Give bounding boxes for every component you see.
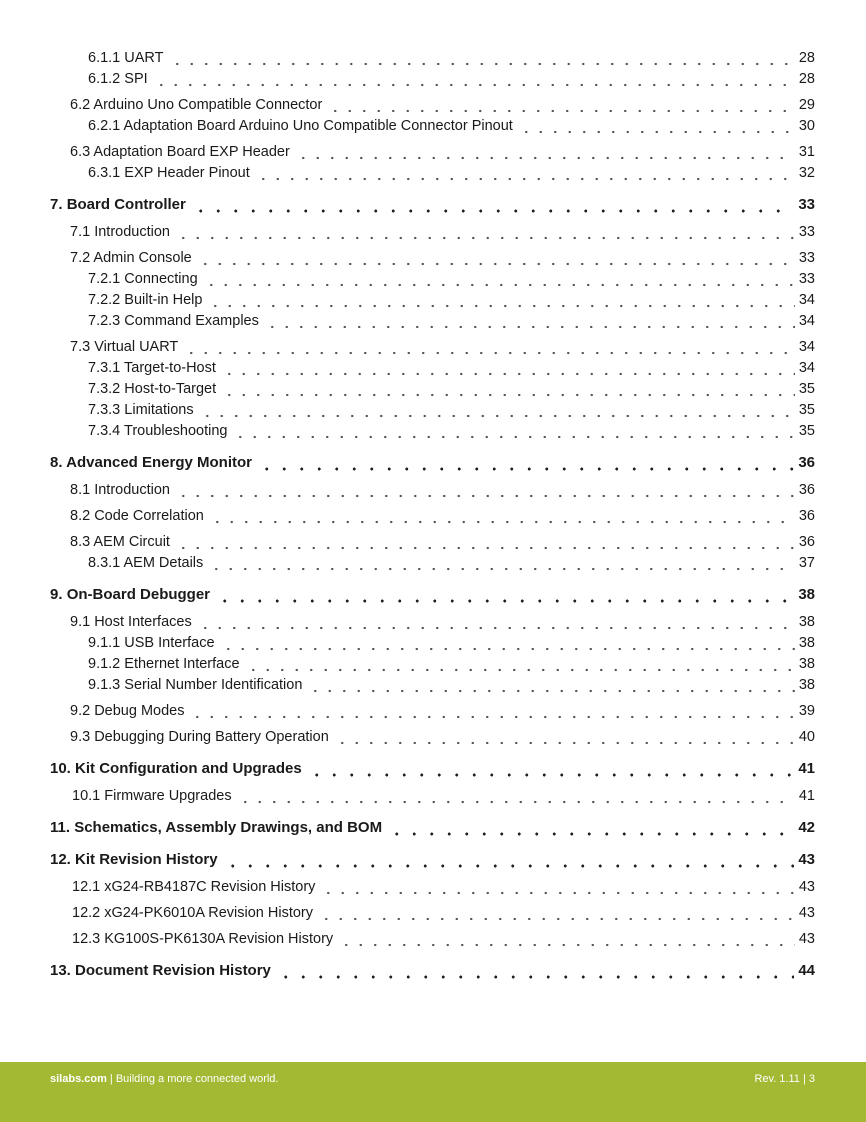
- toc-entry-number: 8.3: [70, 534, 91, 550]
- toc-entry-page: 28: [798, 50, 815, 66]
- toc-entry-text: Kit Revision History: [75, 851, 218, 868]
- toc-entry-page: 33: [798, 224, 815, 240]
- toc-entry-title: [88, 48, 166, 68]
- toc-entry-page: 30: [798, 118, 815, 134]
- toc-entry-number: 8.3.1: [88, 555, 121, 571]
- toc-entry-title: [70, 95, 324, 115]
- toc-entry-text: Ethernet Interface: [124, 656, 240, 672]
- toc-entry-page: 39: [798, 703, 815, 719]
- toc-leader-dots: [339, 929, 795, 949]
- toc-entry-title: [70, 532, 172, 552]
- toc-leader-dots: [222, 379, 795, 399]
- toc-entry-text: Admin Console: [93, 250, 192, 266]
- toc-leader-dots: [277, 961, 794, 981]
- toc-entry-page: 29: [798, 97, 815, 113]
- toc-entry-title: [70, 506, 206, 526]
- toc-entry[interactable]: [70, 701, 815, 721]
- toc-entry-text: Debug Modes: [94, 703, 185, 719]
- toc-entry-text: Limitations: [124, 402, 194, 418]
- toc-entry-number: 6.1.2: [88, 71, 121, 87]
- toc-entry[interactable]: [50, 585, 815, 605]
- toc-entry[interactable]: [72, 929, 815, 949]
- toc-entry-title: [50, 818, 384, 838]
- toc-entry-number: 9.3: [70, 729, 91, 745]
- toc-entry-number: 7.3: [70, 339, 91, 355]
- toc-entry-text: xG24-PK6010A Revision History: [104, 905, 314, 921]
- toc-entry-number: 9.1: [70, 614, 91, 630]
- toc-leader-dots: [335, 727, 795, 747]
- toc-entry-page: 34: [798, 292, 815, 308]
- toc-entry-text: KG100S-PK6130A Revision History: [104, 931, 334, 947]
- toc-entry-title: [88, 379, 218, 399]
- toc-entry-page: 36: [798, 534, 815, 550]
- toc-entry-number: 7.3.4: [88, 423, 121, 439]
- toc-entry[interactable]: [88, 163, 815, 183]
- toc-entry-text: Kit Configuration and Upgrades: [75, 760, 302, 777]
- toc-entry-text: Target-to-Host: [124, 360, 216, 376]
- toc-entry-page: 35: [798, 381, 815, 397]
- toc-entry[interactable]: [70, 532, 815, 552]
- toc-entry[interactable]: [70, 480, 815, 500]
- toc-entry-text: UART: [124, 50, 164, 66]
- toc-leader-dots: [176, 480, 795, 500]
- toc-entry[interactable]: [88, 116, 815, 136]
- toc-entry-page: 33: [798, 196, 815, 213]
- toc-entry-page: 38: [798, 635, 815, 651]
- toc-entry-page: 43: [798, 931, 815, 947]
- toc-entry[interactable]: [88, 358, 815, 378]
- toc-entry-page: 36: [798, 508, 815, 524]
- toc-entry-number: 6.1.1: [88, 50, 121, 66]
- toc-entry[interactable]: [70, 248, 815, 268]
- toc-entry[interactable]: [88, 379, 815, 399]
- toc-entry[interactable]: [88, 311, 815, 331]
- toc-entry[interactable]: [70, 506, 815, 526]
- toc-entry-page: 38: [798, 656, 815, 672]
- toc-entry-title: [50, 961, 273, 981]
- toc-leader-dots: [192, 195, 794, 215]
- toc-entry-page: 34: [798, 339, 815, 355]
- toc-leader-dots: [233, 421, 794, 441]
- toc-leader-dots: [221, 633, 795, 653]
- toc-entry[interactable]: [70, 337, 815, 357]
- toc-entry-text: SPI: [124, 71, 148, 87]
- toc-entry-number: 8.1: [70, 482, 91, 498]
- toc-entry-number: 9.1.1: [88, 635, 121, 651]
- toc-leader-dots: [319, 903, 795, 923]
- toc-entry-page: 43: [798, 905, 815, 921]
- toc-entry-title: [88, 654, 242, 674]
- toc-entry-text: EXP Header Pinout: [124, 165, 250, 181]
- toc-entry-page: 38: [798, 677, 815, 693]
- toc-entry-text: Troubleshooting: [124, 423, 228, 439]
- toc-entry-page: 35: [798, 423, 815, 439]
- toc-entry-number: 7.3.2: [88, 381, 121, 397]
- toc-entry-number: 12.3: [72, 931, 101, 947]
- toc-entry-title: [50, 850, 220, 870]
- toc-entry-title: [88, 358, 218, 378]
- toc-entry-number: 12.2: [72, 905, 101, 921]
- toc-entry-title: [70, 727, 331, 747]
- toc-entry-number: 7.3.3: [88, 402, 121, 418]
- toc-entry[interactable]: [72, 877, 815, 897]
- toc-entry-title: [72, 929, 335, 949]
- toc-entry-number: 9.: [50, 586, 63, 603]
- toc-entry-number: 13.: [50, 962, 71, 979]
- toc-entry-page: 41: [798, 760, 815, 777]
- toc-leader-dots: [224, 850, 795, 870]
- toc-leader-dots: [308, 759, 795, 779]
- toc-entry-text: Introduction: [94, 224, 170, 240]
- toc-entry-title: [88, 163, 252, 183]
- toc-entry-page: 37: [798, 555, 815, 571]
- toc-entry-title: [70, 612, 194, 632]
- footer-left: [50, 1073, 278, 1085]
- toc-entry-text: AEM Circuit: [93, 534, 170, 550]
- toc-entry-title: [50, 453, 254, 473]
- toc-entry-page: 41: [798, 788, 815, 804]
- toc-entry-title: [88, 69, 150, 89]
- toc-entry-text: Host-to-Target: [124, 381, 217, 397]
- toc-entry-text: Advanced Energy Monitor: [66, 454, 252, 471]
- toc-entry[interactable]: [50, 961, 815, 981]
- toc-entry-text: Adaptation Board Arduino Uno Compatible Connector Pinout: [123, 118, 513, 134]
- toc-entry-number: 6.3.1: [88, 165, 121, 181]
- toc-entry-page: 38: [798, 614, 815, 630]
- toc-leader-dots: [222, 358, 795, 378]
- toc-leader-dots: [198, 612, 795, 632]
- toc-entry-title: [72, 903, 315, 923]
- toc-entry-number: 11.: [50, 819, 71, 836]
- toc-leader-dots: [265, 311, 795, 331]
- toc-leader-dots: [296, 142, 795, 162]
- toc-entry-page: 33: [798, 271, 815, 287]
- toc-entry[interactable]: [88, 553, 815, 573]
- toc-entry-title: [88, 421, 229, 441]
- toc-entry-page: 40: [798, 729, 815, 745]
- toc-entry-page: 36: [798, 454, 815, 471]
- toc-entry-title: [88, 400, 196, 420]
- toc-entry-text: Built-in Help: [124, 292, 203, 308]
- toc-entry-page: 33: [798, 250, 815, 266]
- toc-leader-dots: [519, 116, 795, 136]
- toc-leader-dots: [238, 786, 795, 806]
- toc-leader-dots: [204, 269, 795, 289]
- toc-entry-title: [72, 786, 234, 806]
- toc-entry-number: 9.1.2: [88, 656, 121, 672]
- toc-entry-text: Introduction: [94, 482, 170, 498]
- toc-entry[interactable]: [88, 633, 815, 653]
- toc-entry-title: [88, 633, 217, 653]
- toc-entry-text: Schematics, Assembly Drawings, and BOM: [74, 819, 383, 836]
- toc-entry-text: On-Board Debugger: [66, 586, 211, 603]
- toc-entry-number: 10.1: [72, 788, 101, 804]
- toc-entry[interactable]: [88, 69, 815, 89]
- toc-leader-dots: [246, 654, 795, 674]
- toc-entry[interactable]: [50, 818, 815, 838]
- toc-entry[interactable]: [88, 48, 815, 68]
- toc-entry[interactable]: [88, 675, 815, 695]
- toc-entry[interactable]: [70, 95, 815, 115]
- toc-entry[interactable]: [50, 195, 815, 215]
- toc-entry-page: 35: [798, 402, 815, 418]
- toc-leader-dots: [190, 701, 794, 721]
- toc-entry-number: 7.: [50, 196, 63, 213]
- toc-entry-title: [88, 290, 204, 310]
- toc-entry-page: 32: [798, 165, 815, 181]
- toc-entry-text: USB Interface: [124, 635, 215, 651]
- toc-entry[interactable]: [70, 612, 815, 632]
- toc-entry-title: [70, 701, 186, 721]
- toc-leader-dots: [258, 453, 794, 473]
- toc-leader-dots: [208, 290, 794, 310]
- toc-entry-title: [70, 480, 172, 500]
- toc-entry-text: xG24-RB4187C Revision History: [104, 879, 316, 895]
- toc-leader-dots: [198, 248, 795, 268]
- toc-entry[interactable]: [72, 903, 815, 923]
- toc-leader-dots: [176, 222, 795, 242]
- toc-leader-dots: [200, 400, 795, 420]
- toc-entry-number: 7.1: [70, 224, 91, 240]
- toc-entry-page: 38: [798, 586, 815, 603]
- toc-entry-page: 42: [798, 819, 815, 836]
- toc-entry[interactable]: [50, 453, 815, 473]
- toc-entry-text: Connecting: [124, 271, 198, 287]
- toc-entry-title: [70, 337, 180, 357]
- toc-leader-dots: [308, 675, 794, 695]
- toc-entry-text: Code Correlation: [94, 508, 204, 524]
- toc-entry-text: Virtual UART: [94, 339, 179, 355]
- toc-entry-page: 43: [798, 851, 815, 868]
- footer-tagline: | Building a more connected world.: [106, 1073, 279, 1085]
- toc-entry-title: [88, 116, 515, 136]
- toc-entry-text: Adaptation Board EXP Header: [93, 144, 290, 160]
- toc-entry-title: [70, 248, 194, 268]
- toc-entry[interactable]: [88, 654, 815, 674]
- toc-entry-title: [88, 269, 200, 289]
- toc-entry-number: 6.2.1: [88, 118, 121, 134]
- toc-entry-title: [50, 759, 304, 779]
- toc-entry[interactable]: [70, 142, 815, 162]
- toc-leader-dots: [388, 818, 794, 838]
- toc-leader-dots: [328, 95, 795, 115]
- toc-entry-text: Host Interfaces: [94, 614, 192, 630]
- toc-entry-page: 31: [798, 144, 815, 160]
- toc-entry-number: 7.2.2: [88, 292, 121, 308]
- toc-entry-number: 6.2: [70, 97, 91, 113]
- toc-entry-title: [70, 222, 172, 242]
- toc-entry[interactable]: [88, 269, 815, 289]
- toc-entry-title: [88, 553, 205, 573]
- toc-entry-number: 7.2.3: [88, 313, 121, 329]
- toc-leader-dots: [321, 877, 794, 897]
- toc-entry-text: Document Revision History: [75, 962, 271, 979]
- toc-entry-title: [70, 142, 292, 162]
- toc-leader-dots: [184, 337, 795, 357]
- toc-entry[interactable]: [70, 727, 815, 747]
- toc-entry-number: 7.3.1: [88, 360, 121, 376]
- toc-entry-number: 12.1: [72, 879, 101, 895]
- toc-entry-number: 7.2.1: [88, 271, 121, 287]
- toc-entry-number: 10.: [50, 760, 71, 777]
- toc-entry-page: 44: [798, 962, 815, 979]
- toc-entry-title: [88, 311, 261, 331]
- toc-entry-text: Debugging During Battery Operation: [94, 729, 329, 745]
- toc-entry-text: Command Examples: [124, 313, 259, 329]
- toc-entry-text: Board Controller: [66, 196, 186, 213]
- toc-entry-number: 9.1.3: [88, 677, 121, 693]
- toc-entry[interactable]: [88, 421, 815, 441]
- footer-revision: Rev. 1.11 | 3: [754, 1073, 815, 1085]
- toc-entry-title: [50, 585, 212, 605]
- toc-entry-title: [50, 195, 188, 215]
- toc-entry[interactable]: [88, 290, 815, 310]
- toc-entry-title: [88, 675, 304, 695]
- toc-entry-page: 34: [798, 360, 815, 376]
- toc-leader-dots: [154, 69, 795, 89]
- page-footer: [0, 1062, 866, 1122]
- toc-entry-text: Arduino Uno Compatible Connector: [93, 97, 323, 113]
- toc-entry[interactable]: [72, 786, 815, 806]
- toc-leader-dots: [210, 506, 795, 526]
- toc-entry-number: 9.2: [70, 703, 91, 719]
- toc-leader-dots: [256, 163, 795, 183]
- footer-site-link[interactable]: silabs.com: [50, 1073, 107, 1085]
- toc-entry-text: AEM Details: [123, 555, 204, 571]
- toc-leader-dots: [176, 532, 795, 552]
- toc-entry-number: 7.2: [70, 250, 91, 266]
- toc-entry-number: 6.3: [70, 144, 91, 160]
- toc-entry-text: Firmware Upgrades: [104, 788, 232, 804]
- toc-leader-dots: [170, 48, 795, 68]
- toc-entry[interactable]: [88, 400, 815, 420]
- toc-entry[interactable]: [70, 222, 815, 242]
- toc-leader-dots: [209, 553, 795, 573]
- toc-entry-page: 34: [798, 313, 815, 329]
- toc-entry[interactable]: [50, 759, 815, 779]
- toc-entry-text: Serial Number Identification: [124, 677, 303, 693]
- toc-entry-number: 12.: [50, 851, 71, 868]
- toc-entry-page: 28: [798, 71, 815, 87]
- toc-leader-dots: [216, 585, 794, 605]
- toc-entry-page: 43: [798, 879, 815, 895]
- toc-entry-number: 8.2: [70, 508, 91, 524]
- toc-entry[interactable]: [50, 850, 815, 870]
- toc-entry-page: 36: [798, 482, 815, 498]
- toc-entry-title: [72, 877, 317, 897]
- toc-entry-number: 8.: [50, 454, 63, 471]
